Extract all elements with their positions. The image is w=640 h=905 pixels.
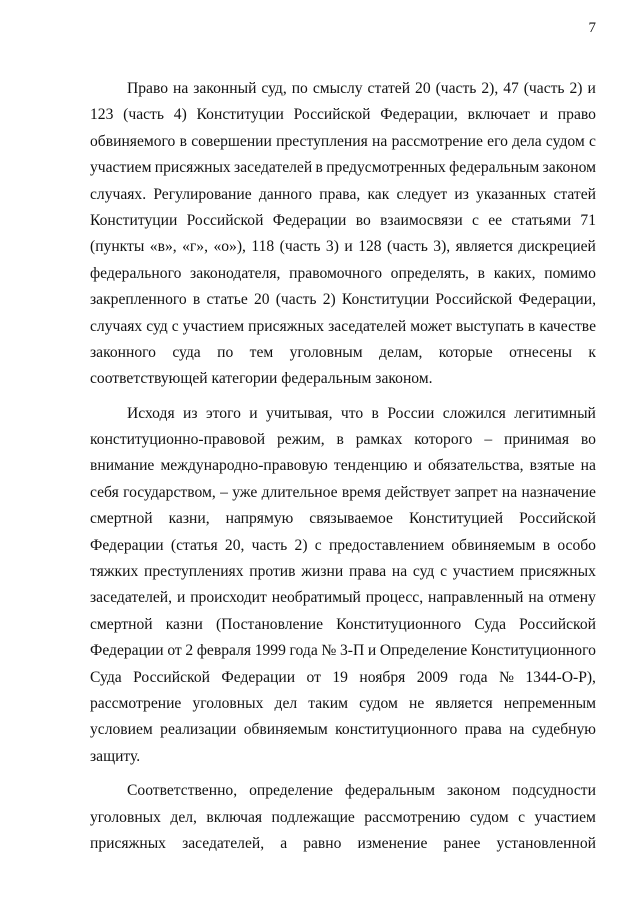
word: с	[440, 563, 447, 581]
word: может	[410, 317, 452, 335]
word: отнесены	[509, 343, 573, 361]
word: №	[499, 668, 514, 686]
word: участием	[452, 563, 515, 581]
document-body	[90, 76, 596, 857]
word: конституционно-правовой	[90, 431, 266, 449]
word: часть	[251, 536, 288, 554]
word: рассмотрение	[90, 694, 182, 712]
word: взаимосвязи	[380, 211, 463, 229]
text-line	[90, 559, 596, 585]
text-line	[127, 401, 596, 427]
word: дела	[512, 132, 542, 150]
word: а	[280, 834, 288, 852]
word: государством,	[123, 483, 216, 501]
word: и	[344, 238, 353, 256]
text-line	[90, 314, 596, 340]
word: федеральным	[449, 159, 540, 177]
word: Суда	[90, 668, 122, 686]
word: помимо	[544, 264, 596, 282]
word: –	[484, 431, 493, 449]
word: уже	[232, 483, 258, 501]
word: Федерации	[90, 642, 164, 660]
word: право	[557, 106, 596, 124]
word: Федерации	[272, 211, 347, 229]
word: Суда	[474, 615, 506, 633]
word: жизни	[301, 563, 344, 581]
word: 118	[251, 238, 275, 256]
word: является	[455, 238, 513, 256]
word: обвиняемого	[90, 132, 176, 150]
word: рассмотрению	[364, 808, 461, 826]
word: суда	[172, 343, 201, 361]
text-line	[90, 805, 596, 831]
word: статей	[367, 80, 411, 97]
word: сложился	[442, 404, 506, 422]
text-line	[90, 453, 596, 479]
word: качестве	[539, 317, 596, 335]
word: его	[487, 132, 508, 150]
word: на	[173, 80, 189, 97]
word: с	[314, 536, 322, 554]
word: которого	[414, 431, 473, 449]
word: суд,	[261, 80, 287, 97]
word: «в»,	[149, 238, 177, 256]
word: Конституции	[341, 291, 430, 309]
word: установленной	[496, 834, 596, 852]
text-line	[90, 287, 596, 313]
word: следует	[396, 185, 448, 203]
word: (часть	[523, 80, 565, 97]
word: обвиняемым	[451, 536, 536, 554]
word: в	[542, 536, 551, 554]
word: во	[355, 211, 371, 229]
text-line	[90, 261, 596, 287]
word: как	[367, 185, 390, 203]
text-line	[90, 585, 596, 611]
word: 2	[185, 642, 194, 660]
word: таким	[308, 694, 348, 712]
word: особо	[557, 536, 596, 554]
word: 20	[415, 80, 431, 97]
text-line	[90, 533, 596, 559]
text-line: соответствующей категории федеральным законом.	[90, 370, 433, 388]
word: суд	[146, 317, 168, 335]
word: 3),	[433, 238, 451, 256]
text-line	[90, 129, 596, 155]
word: определение	[249, 782, 333, 800]
word: условием	[90, 721, 153, 739]
word: Российской	[519, 510, 596, 528]
word: 128	[358, 238, 382, 256]
word: правомочного	[289, 264, 382, 282]
word: случаях	[90, 317, 143, 335]
word: казни,	[168, 510, 210, 528]
word: уголовных	[90, 808, 161, 826]
word: которые	[438, 343, 493, 361]
word: с	[589, 132, 596, 150]
word: равно	[303, 834, 342, 852]
word: февраля	[196, 642, 252, 660]
word: изменение	[357, 834, 428, 852]
word: Российской	[293, 106, 371, 124]
word: 3-П	[339, 642, 365, 660]
word: связываемое	[309, 510, 393, 528]
word: и	[249, 404, 258, 422]
text-line	[127, 76, 596, 102]
word: в	[371, 404, 379, 422]
word: является	[435, 694, 493, 712]
word: 2)	[294, 536, 308, 554]
word: на	[509, 721, 525, 739]
word: случаях.	[90, 185, 147, 203]
word: уголовных	[192, 694, 264, 712]
word: внимание	[90, 457, 155, 475]
word: 19	[332, 668, 348, 686]
word: присяжных	[519, 563, 596, 581]
word: с	[471, 211, 479, 229]
word: уголовным	[289, 343, 363, 361]
word: по	[291, 80, 308, 97]
word: судом	[359, 694, 398, 712]
word: Федерации	[221, 668, 296, 686]
text-line	[90, 480, 596, 506]
word: России	[387, 404, 435, 422]
word: длительное	[261, 483, 338, 501]
word: заседателей	[234, 159, 313, 177]
word: смыслу	[312, 80, 363, 97]
word: Исходя	[127, 404, 175, 422]
word: права,	[319, 185, 361, 203]
text-line	[90, 427, 596, 453]
word: подсудности	[512, 782, 596, 800]
word: Федерации,	[380, 106, 458, 124]
word: направленный	[428, 589, 524, 607]
word: (пункты	[90, 238, 145, 256]
word: напрямую	[225, 510, 294, 528]
text-line	[90, 691, 596, 717]
word: статьями	[511, 211, 572, 229]
word: отмену	[548, 589, 596, 607]
text-line	[90, 102, 596, 128]
word: дел,	[170, 808, 197, 826]
word: совершении	[191, 132, 272, 150]
word: в	[477, 264, 486, 282]
word: указанных	[476, 185, 547, 203]
word: (часть	[387, 238, 428, 256]
word: 20,	[224, 536, 245, 554]
word: дискрецией	[518, 238, 596, 256]
word: «о»),	[213, 238, 246, 256]
word: преступления	[276, 132, 368, 150]
word: присяжных	[90, 834, 166, 852]
word: суд	[412, 563, 435, 581]
word: 3)	[325, 238, 339, 256]
word: определять,	[390, 264, 469, 282]
text-line	[90, 717, 596, 743]
word: в	[315, 159, 323, 177]
word: на	[391, 563, 408, 581]
word: включая	[206, 808, 263, 826]
word: не	[409, 694, 425, 712]
word: судом	[469, 808, 509, 826]
text-line	[90, 831, 596, 857]
word: преступлениях	[144, 563, 244, 581]
word: судом	[545, 132, 585, 150]
word: (часть	[275, 291, 317, 309]
word: судебную	[531, 721, 596, 739]
word: предоставлением	[328, 536, 445, 554]
text-line	[90, 506, 596, 532]
word: (Постановление	[215, 615, 324, 633]
word: из	[454, 185, 469, 203]
word: 2)	[322, 291, 336, 309]
word: Российской	[435, 291, 513, 309]
word: закрепленного	[90, 291, 187, 309]
word: Право	[127, 80, 169, 97]
word: взятые	[529, 457, 575, 475]
word: (часть	[435, 80, 477, 97]
paragraph	[90, 76, 596, 393]
word: с	[518, 808, 526, 826]
word: Конституцией	[408, 510, 504, 528]
word: Российской	[186, 211, 264, 229]
word: к	[588, 343, 596, 361]
word: смертной	[90, 510, 153, 528]
word: каких,	[493, 264, 536, 282]
word: «г»,	[182, 238, 208, 256]
word: Конституционного	[336, 615, 462, 633]
word: заседателей,	[90, 589, 173, 607]
word: делам,	[379, 343, 423, 361]
word: и	[587, 80, 596, 97]
word: 71	[580, 211, 596, 229]
word: 2009	[416, 668, 448, 686]
word: Определение	[379, 642, 468, 660]
word: непременным	[503, 694, 596, 712]
word: в	[336, 431, 344, 449]
word: и	[367, 642, 377, 660]
word: назначение	[521, 483, 596, 501]
text-line	[90, 208, 596, 234]
text-line	[90, 612, 596, 638]
word: права	[464, 721, 502, 739]
word: статей	[553, 185, 596, 203]
word: Федерации,	[518, 291, 596, 309]
word: себя	[90, 483, 119, 501]
word: Соответственно,	[127, 782, 238, 800]
word: года	[459, 668, 488, 686]
word: по	[217, 343, 234, 361]
text-line	[90, 340, 596, 366]
paragraph	[90, 401, 596, 770]
word: что	[340, 404, 364, 422]
word: законом	[542, 159, 596, 177]
text-line	[90, 155, 596, 181]
word: 2),	[481, 80, 499, 97]
word: законный	[193, 80, 257, 97]
word: международно-правовую	[160, 457, 328, 475]
word: (часть	[279, 238, 321, 256]
word: участием	[90, 159, 152, 177]
word: обязательства,	[428, 457, 524, 475]
word: в	[192, 291, 201, 309]
word: процесс,	[365, 589, 424, 607]
word: обвиняемым	[243, 721, 328, 739]
word: данного	[258, 185, 313, 203]
word: запрет	[454, 483, 498, 501]
word: Конституции	[196, 106, 284, 124]
word: легитимный	[514, 404, 596, 422]
word: права	[348, 563, 387, 581]
word: и	[176, 589, 186, 607]
word: 123	[90, 106, 114, 124]
word: рассмотрение	[391, 132, 483, 150]
text-line	[90, 234, 596, 260]
word: дел	[274, 694, 298, 712]
word: заседателей,	[182, 834, 265, 852]
word: выступать	[455, 317, 524, 335]
word: от	[167, 642, 182, 660]
word: ранее	[443, 834, 481, 852]
word: ноября	[359, 668, 406, 686]
word: тяжких	[90, 563, 139, 581]
word: заседателей	[328, 317, 407, 335]
text-line	[127, 778, 596, 804]
word: 2)	[569, 80, 583, 97]
word: присяжных	[154, 159, 231, 177]
word: на	[528, 589, 544, 607]
word: участием	[534, 808, 596, 826]
word: федеральным	[344, 782, 435, 800]
word: в	[179, 132, 187, 150]
text-line	[90, 638, 596, 664]
word: учитывая,	[266, 404, 333, 422]
word: присяжных	[248, 317, 325, 335]
word: Конституции	[90, 211, 178, 229]
word: во	[580, 431, 596, 449]
word: реализации	[160, 721, 237, 739]
word: на	[372, 132, 388, 150]
text-line	[90, 182, 596, 208]
word: тем	[249, 343, 274, 361]
word: года	[289, 642, 318, 660]
word: с	[171, 317, 179, 335]
word: (часть	[123, 106, 164, 124]
word: предусмотренных	[326, 159, 446, 177]
word: происходит	[190, 589, 267, 607]
word: тенденцию	[333, 457, 408, 475]
page-number: 7	[588, 20, 596, 36]
word: №	[321, 642, 337, 660]
word: на	[501, 483, 518, 501]
text-line	[90, 665, 596, 691]
word: –	[220, 483, 228, 501]
word: и	[539, 106, 549, 124]
word: рамках	[355, 431, 403, 449]
word: 20	[253, 291, 270, 309]
word: включает	[467, 106, 530, 124]
word: статье	[206, 291, 248, 309]
word: 47	[503, 80, 519, 97]
word: ее	[488, 211, 503, 229]
word: и	[413, 457, 422, 475]
word: время	[341, 483, 382, 501]
word: режим,	[276, 431, 325, 449]
word: законодателя,	[190, 264, 281, 282]
word: необратимый	[271, 589, 361, 607]
text-line: защиту.	[90, 747, 141, 765]
word: на	[580, 457, 596, 475]
word: законного	[90, 343, 156, 361]
word: законом	[446, 782, 501, 800]
word: Российской	[519, 615, 596, 633]
word: принимая	[503, 431, 570, 449]
word: действует	[385, 483, 451, 501]
word: (статья	[170, 536, 218, 554]
word: 4)	[173, 106, 187, 124]
word: Регулирование	[153, 185, 252, 203]
word: этого	[205, 404, 241, 422]
word: из	[183, 404, 198, 422]
paragraph	[90, 778, 596, 857]
word: конституционного	[335, 721, 458, 739]
word: смертной	[90, 615, 153, 633]
word: Конституционного	[470, 642, 596, 660]
word: 1999	[254, 642, 286, 660]
word: Российской	[133, 668, 210, 686]
word: 1344-О-Р),	[525, 668, 596, 686]
word: против	[249, 563, 296, 581]
word: в	[527, 317, 536, 335]
word: подлежащие	[271, 808, 355, 826]
word: федерального	[90, 264, 182, 282]
word: казни	[165, 615, 203, 633]
word: участием	[182, 317, 245, 335]
word: Федерации	[90, 536, 164, 554]
word: от	[306, 668, 321, 686]
